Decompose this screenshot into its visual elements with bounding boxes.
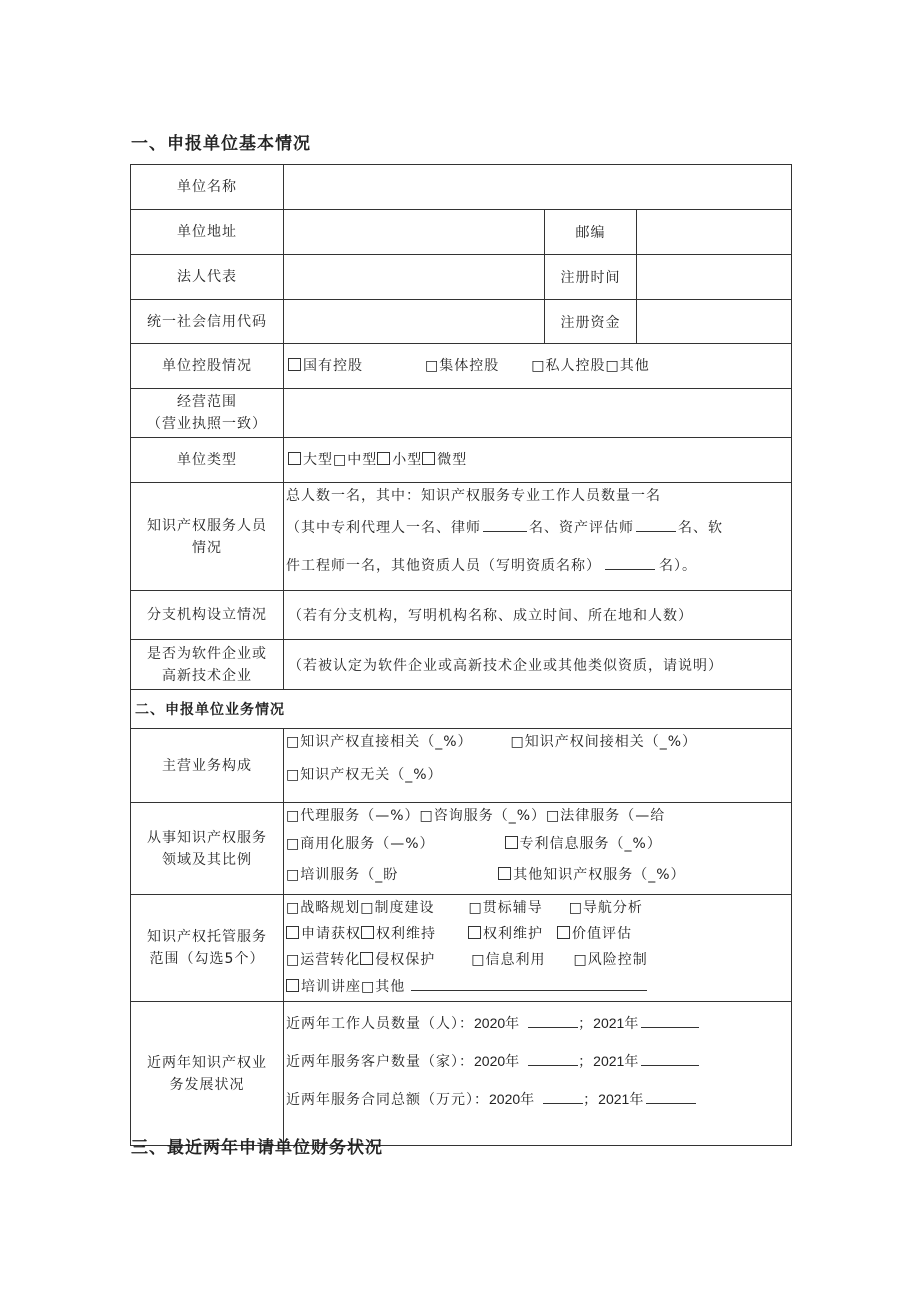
blank-staff-2020[interactable] <box>528 1015 578 1028</box>
service-field-line1[interactable]: □代理服务（—%）□咨询服务（_%）□法律服务（—给 <box>286 808 666 824</box>
dev-separator: ； <box>578 1054 594 1070</box>
checkbox-right-maintain[interactable] <box>361 926 374 939</box>
input-unit-address[interactable] <box>284 210 545 255</box>
checkbox-micro[interactable] <box>422 452 435 465</box>
trust-row-4 <box>286 973 787 1001</box>
label-service-field-line2: 领域及其比例 <box>162 851 252 868</box>
dev-year-2021: 2021 <box>598 1091 630 1107</box>
label-credit-code: 统一社会信用代码 <box>131 300 284 344</box>
option-state-owned: 国有控股 <box>303 358 363 374</box>
label-branch: 分支机构设立情况 <box>131 591 284 640</box>
label-reg-time: 注册时间 <box>545 255 637 300</box>
staff-line-1: 总人数一名，其中：知识产权服务专业工作人员数量一名 <box>286 488 661 504</box>
dev-year-suffix: 年 <box>624 1054 640 1070</box>
option-commercialization[interactable]: □商用化服务（—%） <box>286 836 435 852</box>
blank-appraiser[interactable] <box>636 519 676 532</box>
option-micro: 微型 <box>437 452 468 468</box>
dev-separator: ； <box>583 1092 599 1108</box>
label-trust-scope-line1: 知识产权托管服务 <box>147 929 267 945</box>
service-field-line3 <box>286 860 787 891</box>
option-patent-info: 专利信息服务（_%） <box>519 836 662 852</box>
blank-trust-other[interactable] <box>411 978 647 991</box>
dev-year-2020: 2020 <box>489 1091 521 1107</box>
label-business-scope-line2: （营业执照一致） <box>147 416 267 432</box>
label-development-line2: 务发展状况 <box>169 1076 245 1093</box>
option-ip-direct[interactable]: □知识产权直接相关（_%） <box>286 734 473 750</box>
unit-type-options <box>284 438 792 483</box>
label-ip-staff-line1: 知识产权服务人员 <box>147 517 267 534</box>
label-business-scope-line1: 经营范围 <box>177 394 237 410</box>
row-service-field <box>131 803 792 895</box>
label-ip-staff-line2: 情况 <box>192 539 222 556</box>
staff-line-2 <box>286 509 787 547</box>
option-navigation-analysis[interactable]: □导航分析 <box>568 900 643 916</box>
dev-year-suffix: 年 <box>520 1092 536 1108</box>
dev-year-2020: 2020 <box>474 1053 506 1069</box>
option-value-assess: 价值评估 <box>572 926 632 942</box>
dev-year-suffix: 年 <box>624 1016 640 1032</box>
section-title-finance: 三、最近两年申请单位财务状况 <box>131 1138 383 1158</box>
trust-row-3 <box>286 947 787 973</box>
row-development <box>131 1002 792 1146</box>
label-unit-address: 单位地址 <box>131 210 284 255</box>
row-credit-code <box>131 300 792 344</box>
staff-line-3b: 名）。 <box>659 558 697 574</box>
label-service-field <box>131 803 284 895</box>
dev-year-suffix: 年 <box>629 1092 645 1108</box>
ip-staff-content <box>284 483 792 591</box>
label-trust-scope-line2: 范围（勾选5个） <box>149 951 265 967</box>
checkbox-infringement[interactable] <box>360 952 373 965</box>
option-collective[interactable]: □集体控股 <box>425 358 500 374</box>
option-small: 小型 <box>392 452 423 468</box>
main-business-line1 <box>286 729 787 755</box>
checkbox-value-assess[interactable] <box>557 926 570 939</box>
option-apply-grant: 申请获权 <box>301 926 361 942</box>
option-training-other: 培训讲座□其他 <box>301 979 406 995</box>
row-section-business <box>131 690 792 729</box>
option-info-use[interactable]: □信息利用 <box>471 952 546 968</box>
dev-line-staff <box>286 1006 787 1041</box>
staff-line-3 <box>286 547 787 585</box>
label-ip-staff <box>131 483 284 591</box>
dev-label-clients: 近两年服务客户数量（家）： <box>286 1054 474 1070</box>
label-unit-name: 单位名称 <box>131 165 284 210</box>
dev-line-contracts <box>286 1082 787 1117</box>
checkbox-large[interactable] <box>288 452 301 465</box>
branch-note[interactable]: （若有分支机构，写明机构名称、成立时间、所在地和人数） <box>284 591 792 640</box>
row-trust-scope <box>131 895 792 1002</box>
dev-year-2020: 2020 <box>474 1015 506 1031</box>
section-title-business: 二、申报单位业务情况 <box>131 690 792 729</box>
dev-separator: ； <box>578 1016 594 1032</box>
dev-year-2021: 2021 <box>593 1053 625 1069</box>
section-title-basic: 一、申报单位基本情况 <box>131 134 311 154</box>
staff-line-2a: （其中专利代理人一名、律师 <box>286 520 481 536</box>
blank-contracts-2021[interactable] <box>646 1091 696 1104</box>
row-ip-staff <box>131 483 792 591</box>
service-field-options <box>284 803 792 895</box>
option-standard-guidance[interactable]: □贯标辅导 <box>468 900 543 916</box>
service-field-line2 <box>286 829 787 860</box>
dev-label-staff: 近两年工作人员数量（人）： <box>286 1016 474 1032</box>
option-private-other[interactable]: □私人控股□其他 <box>531 358 650 374</box>
input-postcode[interactable] <box>637 210 792 255</box>
label-software-line2: 高新技术企业 <box>162 667 252 684</box>
input-unit-name[interactable] <box>284 165 792 210</box>
holding-options <box>284 344 792 389</box>
row-legal-rep <box>131 255 792 300</box>
option-other-ip: 其他知识产权服务（_%） <box>513 867 686 883</box>
label-business-scope <box>131 389 284 438</box>
label-legal-rep: 法人代表 <box>131 255 284 300</box>
checkbox-training-lecture[interactable] <box>286 979 299 992</box>
dev-year-suffix: 年 <box>505 1016 521 1032</box>
input-reg-time[interactable] <box>637 255 792 300</box>
row-branch <box>131 591 792 640</box>
blank-contracts-2020[interactable] <box>543 1091 583 1104</box>
label-software <box>131 640 284 690</box>
row-business-scope <box>131 389 792 438</box>
development-content <box>284 1002 792 1146</box>
label-postcode: 邮编 <box>545 210 637 255</box>
label-software-line1: 是否为软件企业或 <box>147 645 267 662</box>
main-business-options <box>284 729 792 803</box>
label-reg-capital: 注册资金 <box>545 300 637 344</box>
label-development <box>131 1002 284 1146</box>
trust-row-2 <box>286 921 787 947</box>
row-unit-type <box>131 438 792 483</box>
checkbox-right-protect[interactable] <box>468 926 481 939</box>
row-software <box>131 640 792 690</box>
input-legal-rep[interactable] <box>284 255 545 300</box>
label-development-line1: 近两年知识产权业 <box>147 1054 267 1071</box>
blank-clients-2020[interactable] <box>528 1053 578 1066</box>
option-ip-indirect[interactable]: □知识产权间接相关（_%） <box>510 734 698 750</box>
input-reg-capital[interactable] <box>637 300 792 344</box>
checkbox-small[interactable] <box>377 452 390 465</box>
dev-label-contracts: 近两年服务合同总额（万元）： <box>286 1092 489 1108</box>
checkbox-other-ip[interactable] <box>498 867 511 880</box>
row-holding <box>131 344 792 389</box>
application-form-table <box>130 164 792 1146</box>
option-risk-control[interactable]: □风险控制 <box>573 952 648 968</box>
option-large-medium[interactable]: 大型□中型 <box>303 452 378 468</box>
checkbox-state-owned[interactable] <box>288 358 301 371</box>
option-infringement: 侵权保护 <box>375 952 436 968</box>
label-unit-type: 单位类型 <box>131 438 284 483</box>
trust-row-1 <box>286 895 787 921</box>
blank-staff-2021[interactable] <box>641 1015 699 1028</box>
row-unit-name <box>131 165 792 210</box>
blank-lawyer[interactable] <box>483 519 527 532</box>
dev-line-clients <box>286 1041 787 1082</box>
checkbox-apply-grant[interactable] <box>286 926 299 939</box>
row-unit-address <box>131 210 792 255</box>
label-main-business: 主营业务构成 <box>131 729 284 803</box>
checkbox-patent-info[interactable] <box>505 836 518 849</box>
option-right-maintain: 权利维持 <box>376 926 436 942</box>
dev-year-2021: 2021 <box>593 1015 625 1031</box>
input-credit-code[interactable] <box>284 300 545 344</box>
label-holding: 单位控股情况 <box>131 344 284 389</box>
label-trust-scope <box>131 895 284 1002</box>
staff-line-3a: 件工程师一名，其他资质人员（写明资质名称） <box>286 558 601 574</box>
staff-line-2b: 名、资产评估师 <box>529 520 634 536</box>
option-operation-transfer[interactable]: □运营转化 <box>286 952 361 968</box>
software-note[interactable]: （若被认定为软件企业或高新技术企业或其他类似资质，请说明） <box>284 640 792 690</box>
option-training[interactable]: □培训服务（_盼 <box>286 867 399 883</box>
blank-clients-2021[interactable] <box>641 1053 699 1066</box>
option-strategy-system[interactable]: □战略规划□制度建设 <box>286 900 435 916</box>
option-right-protect: 权利维护 <box>483 926 543 942</box>
trust-scope-options <box>284 895 792 1002</box>
option-ip-unrelated[interactable]: □知识产权无关（_%） <box>286 767 443 783</box>
blank-other-qualified[interactable] <box>605 557 655 570</box>
label-service-field-line1: 从事知识产权服务 <box>147 829 267 846</box>
staff-line-2c: 名、软 <box>678 520 723 536</box>
row-main-business <box>131 729 792 803</box>
input-business-scope[interactable] <box>284 389 792 438</box>
dev-year-suffix: 年 <box>505 1054 521 1070</box>
